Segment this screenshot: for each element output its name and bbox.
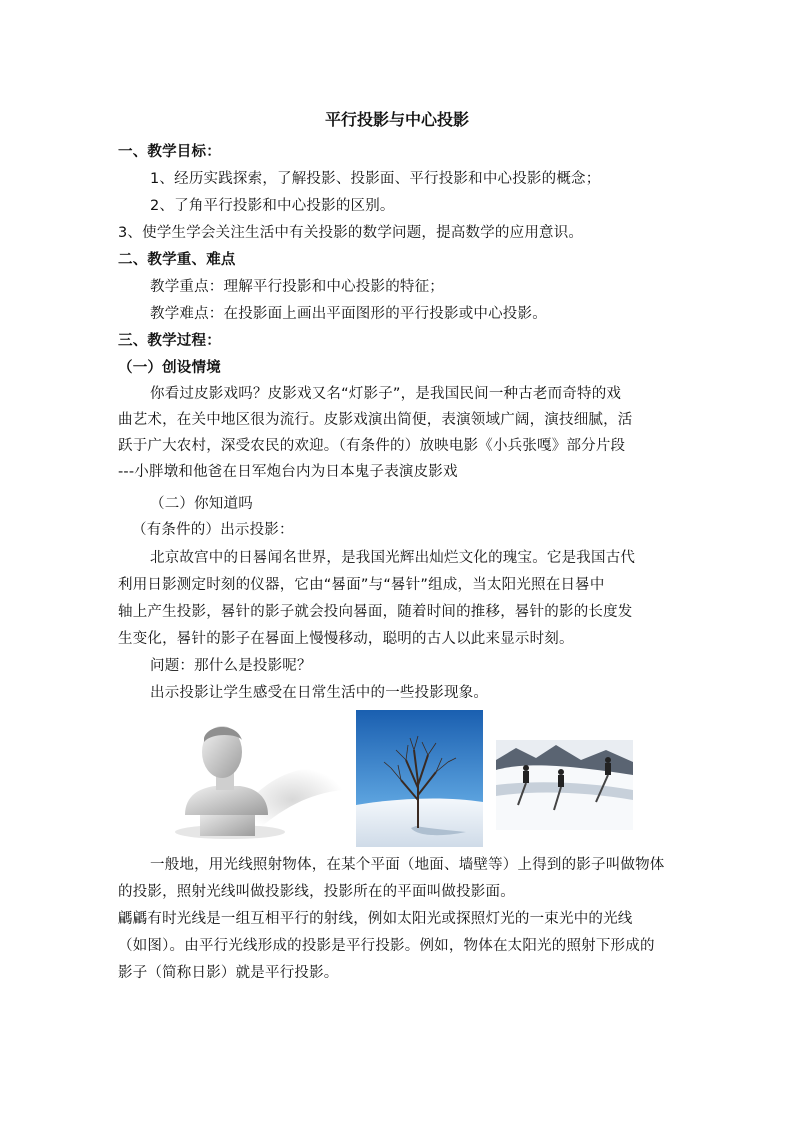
paragraph-line: 跃于广大农村，深受农民的欢迎。（有条件的）放映电影《小兵张嘎》部分片段 (118, 438, 626, 454)
paragraph-line: 利用日影测定时刻的仪器，它由“晷面”与“晷针”组成，当太阳光照在日晷中 (118, 577, 605, 593)
objective-2: 2、了角平行投影和中心投影的区别。 (150, 198, 395, 214)
paragraph-line: 曲艺术，在关中地区很为流行。皮影戏演出简便，表演领域广阔，演技细腻，活 (118, 412, 633, 428)
paragraph-line: 北京故宫中的日晷闻名世界，是我国光辉出灿烂文化的瑰宝。它是我国古代 (150, 550, 636, 566)
paragraph-line: （有条件的）出示投影： (132, 522, 294, 538)
paragraph-line: 生变化，晷针的影子在晷面上慢慢移动，聪明的古人以此来显示时刻。 (118, 631, 574, 647)
paragraph-line: 一般地，用光线照射物体，在某个平面（地面、墙壁等）上得到的影子叫做物体 (150, 857, 665, 873)
paragraph-line: ---小胖墩和他爸在日军炮台内为日本鬼子表演皮影戏 (118, 464, 458, 480)
key-point: 教学重点：理解平行投影和中心投影的特征； (150, 279, 444, 295)
paragraph-line: 影子（简称日影）就是平行投影。 (118, 965, 339, 981)
subsection-heading-2: （二）你知道吗 (150, 496, 253, 512)
section-heading-key-points: 二、教学重、难点 (118, 252, 236, 268)
tree-snow-image (356, 710, 483, 847)
difficult-point: 教学难点：在投影面上画出平面图形的平行投影或中心投影。 (150, 306, 547, 322)
paragraph-line: 轴上产生投影，晷针的影子就会投向晷面，随着时间的推移，晷针的影的长度发 (118, 604, 633, 620)
section-heading-objectives: 一、教学目标： (118, 144, 221, 160)
question-line: 问题：那什么是投影呢？ (150, 658, 312, 674)
paragraph-line: 的投影，照射光线叫做投影线，投影所在的平面叫做投影面。 (118, 884, 515, 900)
hikers-snow-image (496, 740, 633, 830)
paragraph-line: （如图）。由平行光线形成的投影是平行投影。例如，物体在太阳光的照射下形成的 (118, 938, 655, 954)
objective-1: 1、经历实践探索，了解投影、投影面、平行投影和中心投影的概念； (150, 171, 601, 187)
section-heading-process: 三、教学过程： (118, 333, 221, 349)
paragraph-line: 出示投影让学生感受在日常生活中的一些投影现象。 (150, 685, 489, 701)
subsection-heading-1: （一）创设情境 (118, 360, 221, 376)
bust-shadow-image (160, 720, 350, 844)
page-title: 平行投影与中心投影 (324, 110, 469, 129)
paragraph-line: 騗騗有时光线是一组互相平行的射线，例如太阳光或探照灯光的一束光中的光线 (118, 911, 633, 927)
paragraph-line: 你看过皮影戏吗？皮影戏又名“灯影子”，是我国民间一种古老而奇特的戏 (150, 386, 622, 402)
objective-3: 3、使学生学会关注生活中有关投影的数学问题，提高数学的应用意识。 (118, 225, 584, 241)
